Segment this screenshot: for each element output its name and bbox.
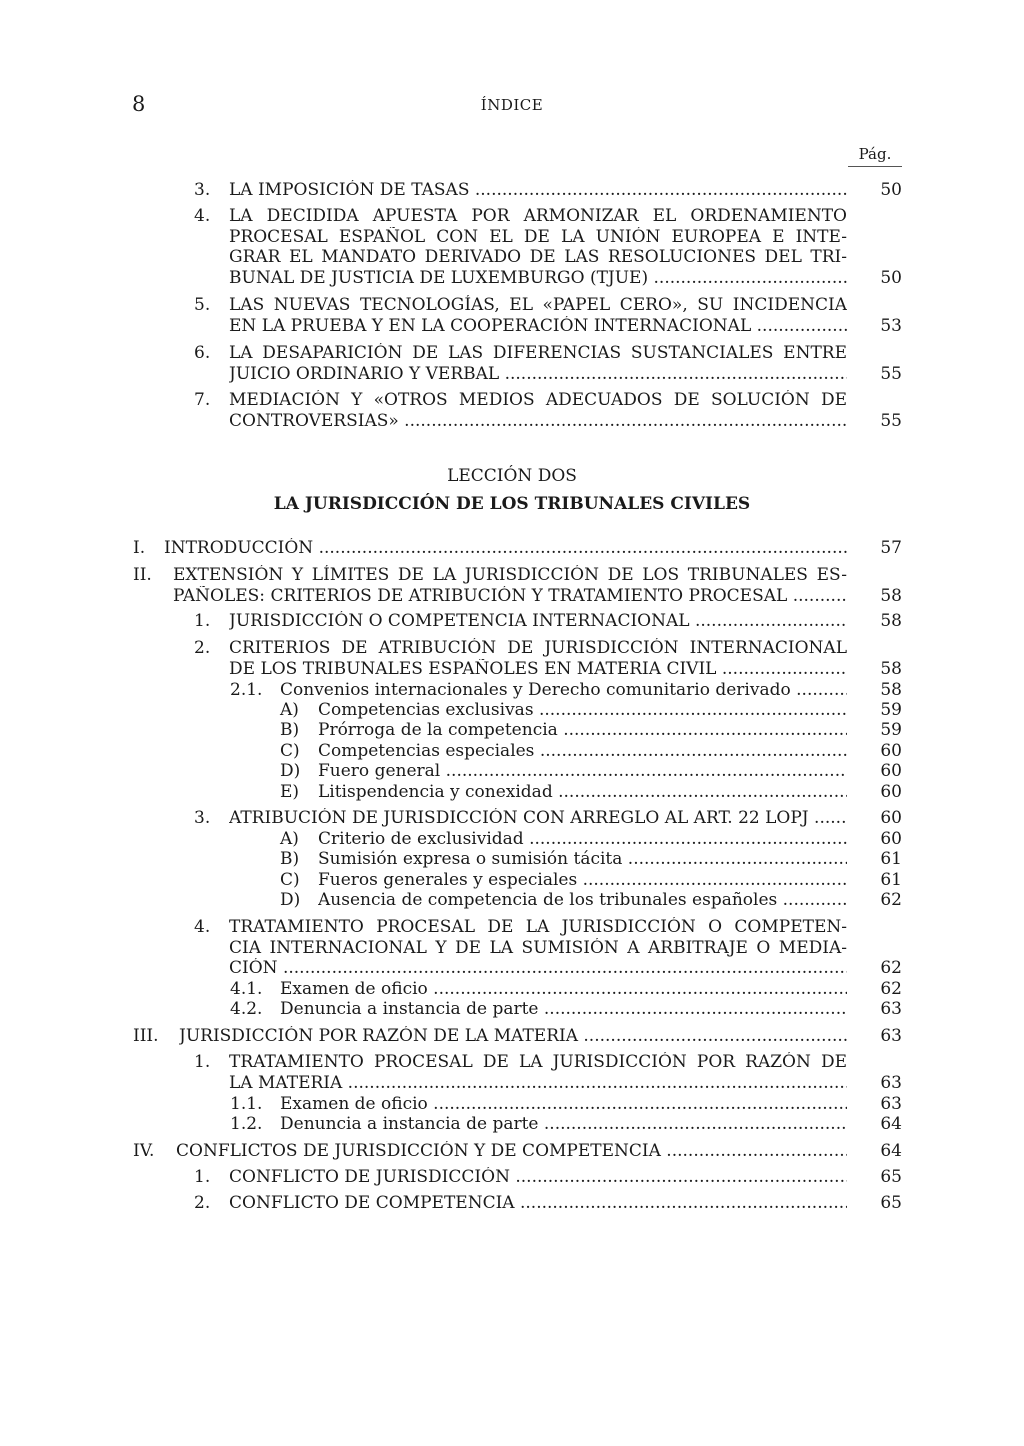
toc-entry-title [318, 870, 847, 891]
toc-entry-number: 1. [194, 1052, 211, 1072]
toc-entry-title-line: MEDIACIÓN Y «OTROS MEDIOS ADECUADOS DE SOLUCIÓN DE [229, 390, 847, 410]
toc-entry-number: D) [280, 761, 301, 781]
toc-entry-number: 4.2. [230, 999, 263, 1019]
toc-entry-page: 62 [880, 979, 902, 999]
toc-entry-title [318, 890, 847, 911]
toc-entry-title [229, 1052, 847, 1093]
toc-entry-title [229, 611, 847, 632]
toc-entry-number: 3. [194, 808, 211, 828]
toc-entry-title-line: LA MATERIA ..... [229, 1073, 847, 1094]
toc-entry-title-line: TRATAMIENTO PROCESAL DE LA JURISDICCIÓN O COMPETEN- [229, 917, 847, 937]
toc-entry-page: 64 [880, 1141, 902, 1161]
toc-entry-number: 1.2. [230, 1114, 263, 1134]
toc-entry-title-line: Competencias especiales ..... [318, 741, 847, 762]
toc-entry-title-line: LA DECIDIDA APUESTA POR ARMONIZAR EL ORDENAMIENTO [229, 206, 847, 226]
toc-entry-page: 61 [880, 870, 902, 890]
lesson-title: LA JURISDICCIÓN DE LOS TRIBUNALES CIVILES [273, 494, 751, 514]
toc-entry-title [280, 1114, 847, 1135]
toc-entry-title-line: Prórroga de la competencia ..... [318, 720, 847, 741]
toc-entry-number: C) [280, 741, 300, 761]
toc-entry-title-line: CIA INTERNACIONAL Y DE LA SUMISIÓN A ARBITRAJE O MEDIA- [229, 937, 847, 958]
toc-entry-page: 53 [880, 315, 902, 336]
toc-entry-title [229, 390, 847, 431]
toc-entry-title-line: Convenios internacionales y Derecho comunitario derivado ..... [280, 680, 847, 701]
toc-entry-title-line: BUNAL DE JUSTICIA DE LUXEMBURGO (TJUE) ..... [229, 268, 847, 289]
toc-entry-title [318, 829, 847, 850]
toc-entry-page: 61 [880, 849, 902, 869]
toc-entry-number: 4. [194, 917, 211, 937]
toc-entry-title [280, 1094, 847, 1115]
toc-entry-page: 59 [880, 720, 902, 740]
toc-entry-title [229, 1193, 847, 1214]
toc-entry-title [179, 1026, 847, 1047]
toc-entry-page: 65 [880, 1193, 902, 1213]
toc-entry-title-line: Examen de oficio ..... [280, 1094, 847, 1115]
toc-entry-title [229, 343, 847, 384]
toc-entry-page: 50 [880, 267, 902, 288]
toc-entry-title [173, 565, 847, 606]
toc-entry-number: E) [280, 782, 300, 802]
toc-entry-title-line: CRITERIOS DE ATRIBUCIÓN DE JURISDICCIÓN INTERNACIONAL [229, 638, 847, 658]
toc-entry-page: 60 [880, 761, 902, 781]
toc-entry-number: 4. [194, 206, 211, 226]
toc-entry-number: 6. [194, 343, 211, 363]
toc-entry-number: I. [133, 538, 146, 558]
toc-entry-page: 63 [880, 1094, 902, 1114]
toc-entry-title [318, 761, 847, 782]
toc-entry-title-line: Examen de oficio ..... [280, 979, 847, 1000]
toc-entry-title [318, 700, 847, 721]
toc-entry-title [280, 979, 847, 1000]
toc-entry-number: 2.1. [230, 680, 263, 700]
toc-entry-page: 60 [880, 829, 902, 849]
toc-entry-page: 62 [880, 958, 902, 978]
toc-entry-page: 55 [880, 363, 902, 384]
toc-entry-title [229, 638, 847, 679]
toc-entry-title [229, 917, 847, 979]
toc-entry-title-line: LAS NUEVAS TECNOLOGÍAS, EL «PAPEL CERO», SU INCIDENCIA [229, 295, 847, 315]
toc-entry-title-line: CONFLICTOS DE JURISDICCIÓN Y DE COMPETENCIA ..... [176, 1141, 847, 1162]
toc-entry-number: 3. [194, 180, 211, 200]
toc-entry-title-line: GRAR EL MANDATO DERIVADO DE LAS RESOLUCIONES DEL TRI- [229, 247, 847, 267]
toc-entry-number: B) [280, 849, 300, 869]
toc-entry-number: A) [280, 829, 299, 849]
lesson-label: LECCIÓN DOS [447, 466, 577, 486]
toc-entry-title-line: DE LOS TRIBUNALES ESPAÑOLES EN MATERIA CIVIL ..... [229, 659, 847, 680]
toc-entry-title-line: INTRODUCCIÓN ..... [164, 538, 847, 559]
page-column-label: Pág. [848, 145, 902, 167]
toc-entry-page: 60 [880, 782, 902, 802]
toc-entry-number: B) [280, 720, 300, 740]
toc-entry-title-line: Denuncia a instancia de parte ..... [280, 1114, 847, 1135]
toc-entry-page: 55 [880, 410, 902, 431]
toc-entry-number: IV. [133, 1141, 155, 1161]
toc-entry-title-line: EXTENSIÓN Y LÍMITES DE LA JURISDICCIÓN DE LOS TRIBUNALES ES- [173, 565, 847, 585]
toc-entry-title [229, 1167, 847, 1188]
toc-entry-title [280, 680, 847, 701]
toc-entry-number: 2. [194, 638, 211, 658]
toc-entry-title-line: CONFLICTO DE JURISDICCIÓN ..... [229, 1167, 847, 1188]
toc-entry-title [176, 1141, 847, 1162]
toc-entry-number: 1. [194, 611, 211, 631]
toc-entry-title-line: TRATAMIENTO PROCESAL DE LA JURISDICCIÓN POR RAZÓN DE [229, 1052, 847, 1072]
toc-entry-title-line: CONTROVERSIAS» ..... [229, 411, 847, 432]
toc-entry-title-line: ATRIBUCIÓN DE JURISDICCIÓN CON ARREGLO AL ART. 22 LOPJ ..... [229, 808, 847, 829]
toc-entry-title-line: Criterio de exclusividad ..... [318, 829, 847, 850]
toc-entry-page: 58 [880, 611, 902, 631]
toc-entry-title [164, 538, 847, 559]
toc-entry-title [229, 180, 847, 201]
toc-entry-title-line: Fuero general ..... [318, 761, 847, 782]
toc-entry-title-line: EN LA PRUEBA Y EN LA COOPERACIÓN INTERNACIONAL ..... [229, 316, 847, 337]
toc-entry-title-line: JURISDICCIÓN O COMPETENCIA INTERNACIONAL ..... [229, 611, 847, 632]
toc-entry-number: 1. [194, 1167, 211, 1187]
toc-entry-number: 7. [194, 390, 211, 410]
toc-entry-title-line: CONFLICTO DE COMPETENCIA ..... [229, 1193, 847, 1214]
toc-entry-title-line: Ausencia de competencia de los tribunales españoles ..... [318, 890, 847, 911]
toc-entry-page: 58 [880, 585, 902, 606]
toc-entry-title [318, 720, 847, 741]
toc-entry-title-line: Sumisión expresa o sumisión tácita ..... [318, 849, 847, 870]
toc-entry-title-line: Fueros generales y especiales ..... [318, 870, 847, 891]
toc-entry-title [318, 741, 847, 762]
toc-entry-title-line: JURISDICCIÓN POR RAZÓN DE LA MATERIA ..... [179, 1026, 847, 1047]
toc-entry-number: 4.1. [230, 979, 263, 999]
toc-entry-title-line: CIÓN ..... [229, 958, 847, 979]
toc-entry-title [229, 295, 847, 336]
toc-entry-page: 63 [880, 1072, 902, 1093]
toc-entry-number: II. [133, 565, 152, 585]
toc-entry-title-line: JUICIO ORDINARIO Y VERBAL ..... [229, 364, 847, 385]
running-title: ÍNDICE [480, 96, 544, 114]
toc-entry-title [318, 782, 847, 803]
toc-entry-page: 50 [880, 180, 902, 200]
page-number: 8 [132, 92, 146, 116]
toc-entry-title-line: LA DESAPARICIÓN DE LAS DIFERENCIAS SUSTANCIALES ENTRE [229, 343, 847, 363]
toc-entry-title [229, 206, 847, 288]
toc-entry-number: 2. [194, 1193, 211, 1213]
toc-entry-title-line: PAÑOLES: CRITERIOS DE ATRIBUCIÓN Y TRATAMIENTO PROCESAL ..... [173, 586, 847, 607]
toc-entry-title-line: Competencias exclusivas ..... [318, 700, 847, 721]
toc-entry-number: III. [133, 1026, 159, 1046]
toc-entry-title [229, 808, 847, 829]
toc-entry-title-line: LA IMPOSICIÓN DE TASAS ..... [229, 180, 847, 201]
toc-entry-page: 60 [880, 741, 902, 761]
toc-entry-number: 1.1. [230, 1094, 263, 1114]
toc-entry-title [318, 849, 847, 870]
toc-entry-title-line: Denuncia a instancia de parte ..... [280, 999, 847, 1020]
toc-entry-page: 58 [880, 680, 902, 700]
toc-entry-page: 63 [880, 1026, 902, 1046]
toc-entry-page: 62 [880, 890, 902, 910]
toc-entry-number: C) [280, 870, 300, 890]
toc-entry-page: 65 [880, 1167, 902, 1187]
toc-entry-page: 57 [880, 538, 902, 558]
toc-entry-title-line: Litispendencia y conexidad ..... [318, 782, 847, 803]
toc-entry-number: A) [280, 700, 299, 720]
toc-entry-page: 60 [880, 808, 902, 828]
toc-entry-page: 64 [880, 1114, 902, 1134]
toc-entry-title-line: PROCESAL ESPAÑOL CON EL DE LA UNIÓN EUROPEA E INTE- [229, 226, 847, 247]
toc-entry-number: D) [280, 890, 301, 910]
toc-entry-page: 59 [880, 700, 902, 720]
toc-entry-page: 63 [880, 999, 902, 1019]
toc-entry-number: 5. [194, 295, 211, 315]
toc-entry-page: 58 [880, 658, 902, 679]
toc-entry-title [280, 999, 847, 1020]
